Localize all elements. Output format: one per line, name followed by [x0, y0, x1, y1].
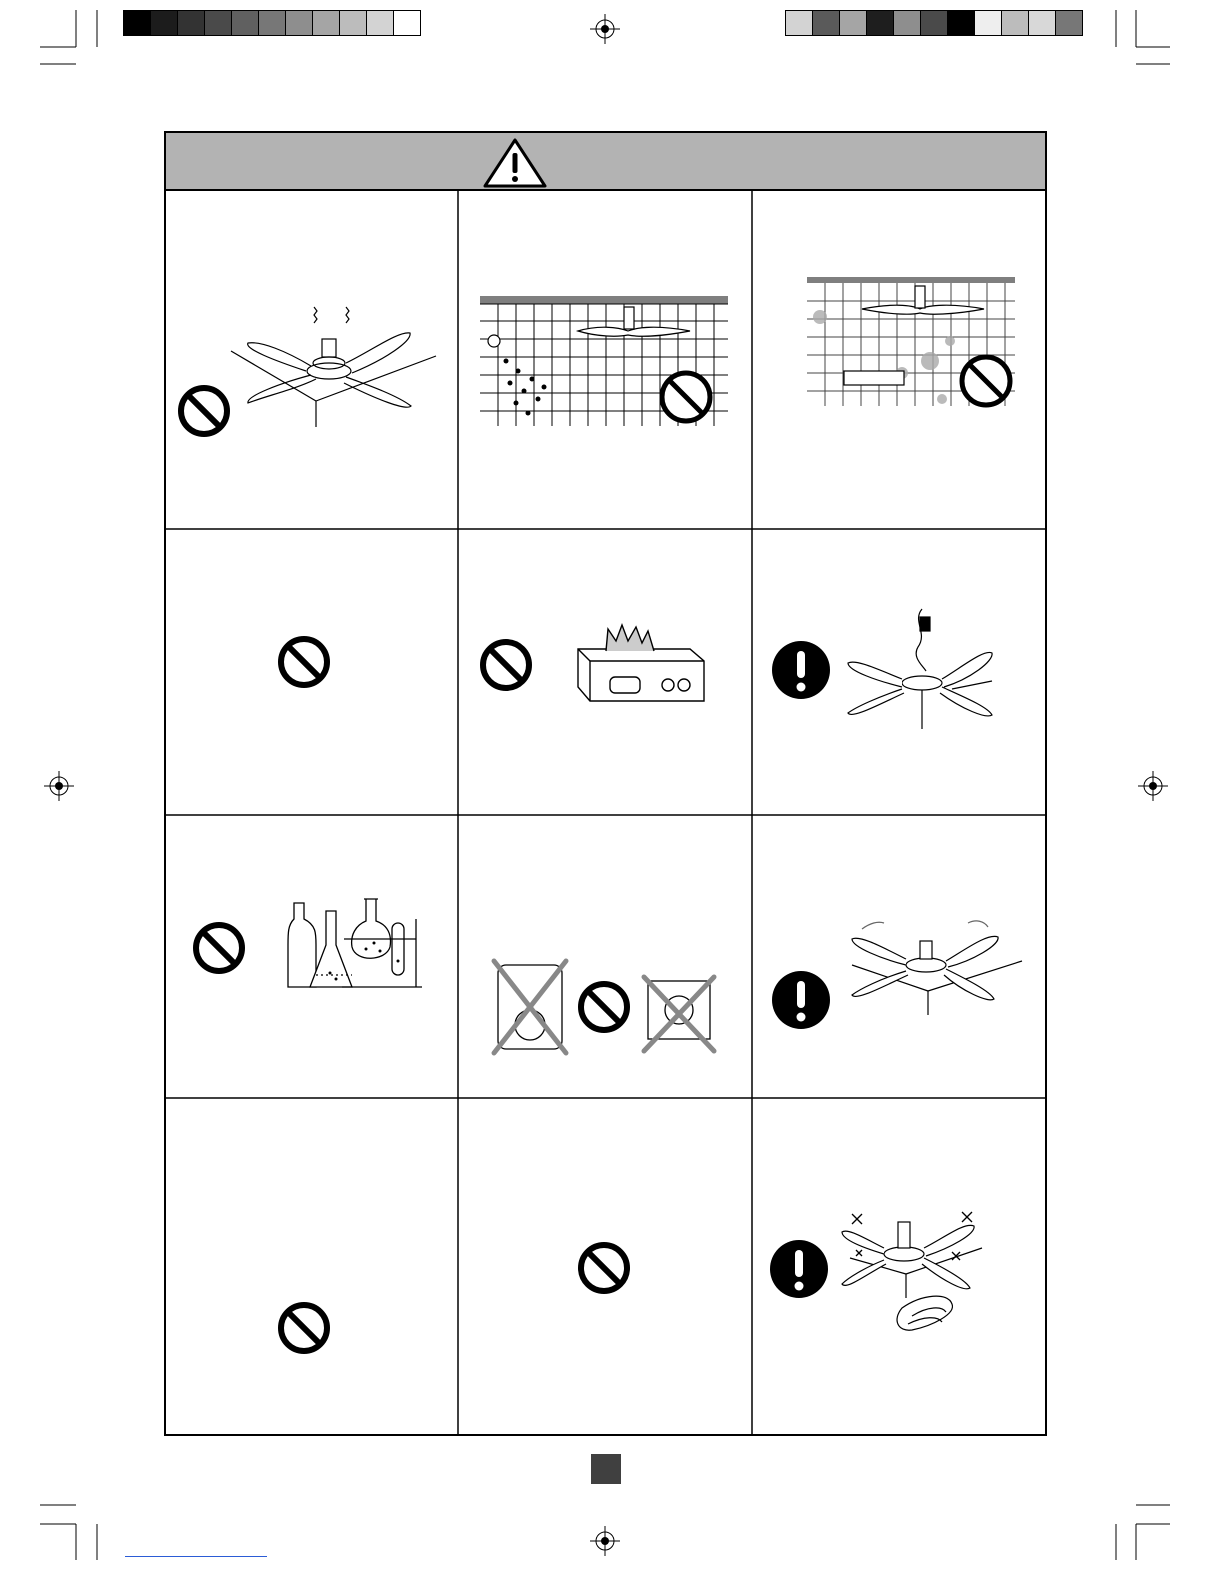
warning-cell-r1c1	[166, 191, 458, 529]
warning-cell-r3c3	[752, 815, 1045, 1098]
registration-mark-top	[590, 14, 620, 44]
warning-cell-r4c1	[166, 1098, 458, 1434]
warning-table	[164, 131, 1047, 1436]
registration-mark-bottom	[590, 1526, 620, 1556]
prohibition-icon	[276, 634, 332, 690]
crossed-controls-illustration	[458, 815, 752, 1098]
warning-cell-r4c3	[752, 1098, 1045, 1434]
warning-cell-r3c2	[458, 815, 752, 1098]
humid-room-illustration	[752, 191, 1045, 529]
page-number-marker	[591, 1454, 621, 1484]
fan-cleaning-illustration	[752, 1098, 1045, 1434]
registration-mark-left	[44, 771, 74, 801]
warning-cell-r1c3	[752, 191, 1045, 529]
prohibition-icon	[176, 383, 232, 439]
gas-stove-illustration	[458, 529, 752, 815]
shower-bathroom-illustration	[458, 191, 752, 529]
registration-mark-right	[1138, 771, 1168, 801]
warning-cell-r2c3	[752, 529, 1045, 815]
warning-cell-r2c1	[166, 529, 458, 815]
warning-cell-r1c2	[458, 191, 752, 529]
wobbling-fan-illustration	[752, 815, 1045, 1098]
vibrating-fan-illustration	[166, 191, 458, 529]
warning-cell-r3c1	[166, 815, 458, 1098]
link-underline	[125, 1556, 267, 1557]
chemical-glassware-illustration	[166, 815, 458, 1098]
prohibition-icon	[576, 1240, 632, 1296]
prohibition-icon	[276, 1300, 332, 1356]
warning-cell-r4c2	[458, 1098, 752, 1434]
fan-with-wire-illustration	[752, 529, 1045, 815]
prohibition-icon	[576, 979, 632, 1035]
warning-cell-r2c2	[458, 529, 752, 815]
